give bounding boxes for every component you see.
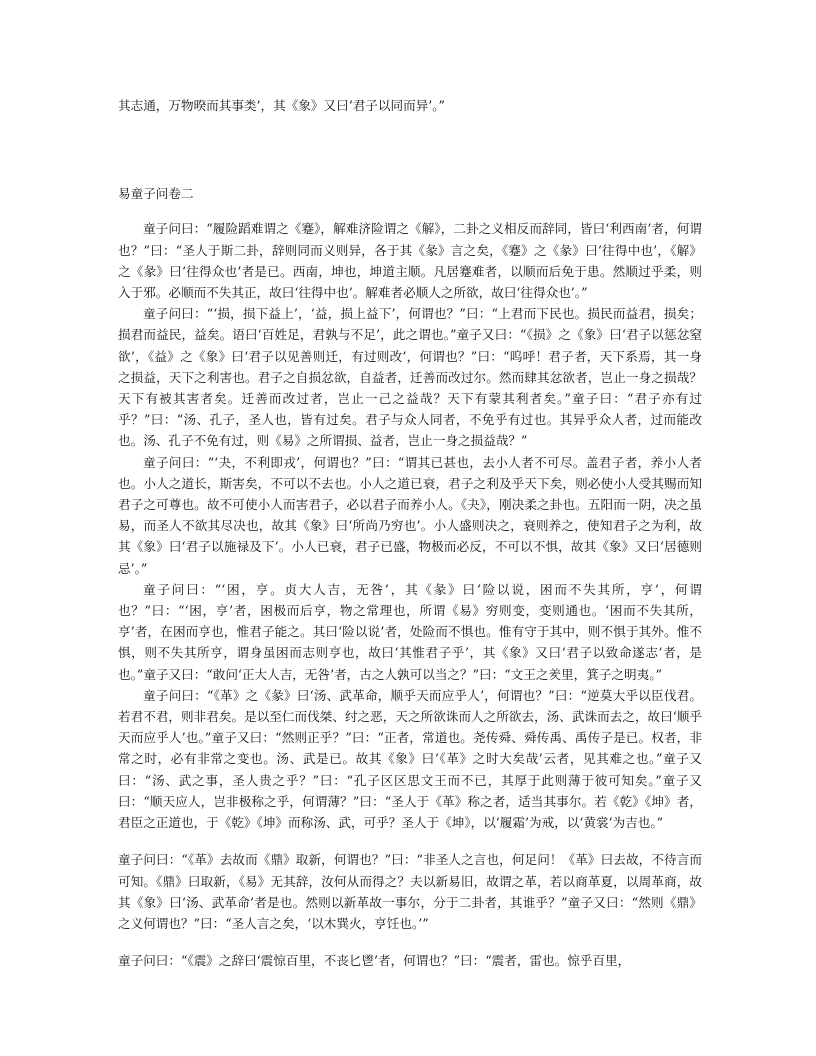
paragraph: 童子问曰：“履险蹈难谓之《蹇》，解难济险谓之《解》，二卦之义相反而辞同，皆曰‘利西南’者，何谓也？”曰：“圣人于斯二卦，辞则同而义则异，各于其《彖》言之矣，《蹇》之《彖》曰‘往得中也’，《解》之《彖》曰‘往得众也’者是已。西南，坤也，坤道主顺。凡居蹇难者，以顺而后免于患。然顺过乎柔，则入于邪。必顺而不失其正，故曰‘往得中也’。解难者必顺人之所欲，故曰‘往得众也’。” — [118, 221, 702, 301]
paragraph: 童子问曰：“‘困，亨。贞大人吉，无咎’，其《彖》曰‘险以说，困而不失其所，亨’，何谓也？”曰：“‘困，亨’者，困极而后亨，物之常理也，所谓《易》穷则变，变则通也。‘困而不失其所，亨’者，在困而亨也，惟君子能之。其曰‘险以说’者，处险而不惧也。惟有守于其中，则不惧于其外。惟不惧，则不失其所亨，谓身虽困而志则亨也，故曰‘其惟君子乎’，其《象》又曰‘君子以致命遂志’者，是也。”童子又曰：“敢问‘正大人吉，无咎’者，古之人孰可以当之？”曰：“文王之羑里，箕子之明夷。” — [118, 581, 702, 682]
paragraph: 童子问曰：“‘损，损下益上’，‘益，损上益下’，何谓也？”曰：“上君而下民也。损民而益君，损矣；损君而益民，益矣。语曰‘百姓足，君孰与不足’，此之谓也。”童子又曰：“《损》之《象》曰‘君子以惩忿窒欲’，《益》之《象》曰‘君子以见善则迁，有过则改’，何谓也？”曰：“呜呼！君子者，天下系焉，其一身之损益，天下之利害也。君子之自损忿欲，自益者，迁善而改过尔。然而肆其忿欲者，岂止一身之损哉？天下有被其害者矣。迁善而改过者，岂止一己之益哉？天下有蒙其利者矣。”童子曰：“君子亦有过乎？”曰：“汤、孔子，圣人也，皆有过矣。君子与众人同者，不免乎有过也。其异乎众人者，过而能改也。汤、孔子不免有过，则《易》之所谓损、益者，岂止一身之损益哉？” — [118, 306, 702, 449]
paragraph: 童子问曰：“《革》去故而《鼎》取新，何谓也？”曰：“非圣人之言也，何足问！《革》曰去故，不待言而可知。《鼎》曰取新，《易》无其辞，汝何从而得之？夫以新易旧，故谓之革，若以商革夏，以周革商，故其《象》曰‘汤、武革命’者是也。然则以新革故一事尔，分于二卦者，其谁乎？”童子又曰：“然则《鼎》之义何谓也？”曰：“圣人言之矣，‘以木巽火，亨饪也。’” — [118, 852, 702, 931]
paragraph: 童子问曰：“‘夬，不利即戎’，何谓也？”曰：“谓其已甚也，去小人者不可尽。盖君子者，养小人者也。小人之道长，斯害矣，不可以不去也。小人之道已衰，君子之利及乎天下矣，则必使小人受其赐而知君子之可尊也。故不可使小人而害君子，必以君子而养小人。《夬》，刚决柔之卦也。五阳而一阴，决之虽易，而圣人不欲其尽决也，故其《象》曰‘所尚乃穷也’。小人盛则决之，衰则养之，使知君子之为利，故其《象》曰‘君子以施禄及下’。小人已衰，君子已盛，物极而必反，不可以不惧，故其《象》又曰‘居德则忌’。” — [118, 454, 702, 576]
document-page — [118, 95, 702, 971]
paragraph: 童子问曰：“《革》之《彖》曰‘汤、武革命，顺乎天而应乎人’，何谓也？”曰：“逆莫大乎以臣伐君。若君不君，则非君矣。是以至仁而伐桀、纣之恶，天之所欲诛而人之所欲去，汤、武诛而去之，故曰‘顺乎天而应乎人’也。”童子又曰：“然则正乎？”曰：“正者，常道也。尧传舜、舜传禹、禹传子是已。权者，非常之时，必有非常之变也。汤、武是已。故其《象》曰‘《革》之时大矣哉’云者，见其难之也。”童子又曰：“汤、武之事，圣人贵之乎？”曰：“孔子区区思文王而不已，其厚于此则薄于彼可知矣。”童子又曰：“顺天应人，岂非极称之乎，何谓薄？”曰：“圣人于《革》称之者，适当其事尔。若《乾》《坤》者，君臣之正道也，于《乾》《坤》而称汤、武，可乎？圣人于《坤》，以‘履霜’为戒，以‘黄裳’为吉也。” — [118, 687, 702, 831]
section-title: 易童子问卷二 — [118, 186, 194, 202]
paragraph: 童子问曰：“《震》之辞曰‘震惊百里，不丧匕鬯’者，何谓也？”曰：“震者，雷也。惊乎百里， — [118, 953, 631, 969]
intro-paragraph: 其志通，万物暌而其事类’，其《象》又曰‘君子以同而异’。” — [118, 98, 445, 113]
